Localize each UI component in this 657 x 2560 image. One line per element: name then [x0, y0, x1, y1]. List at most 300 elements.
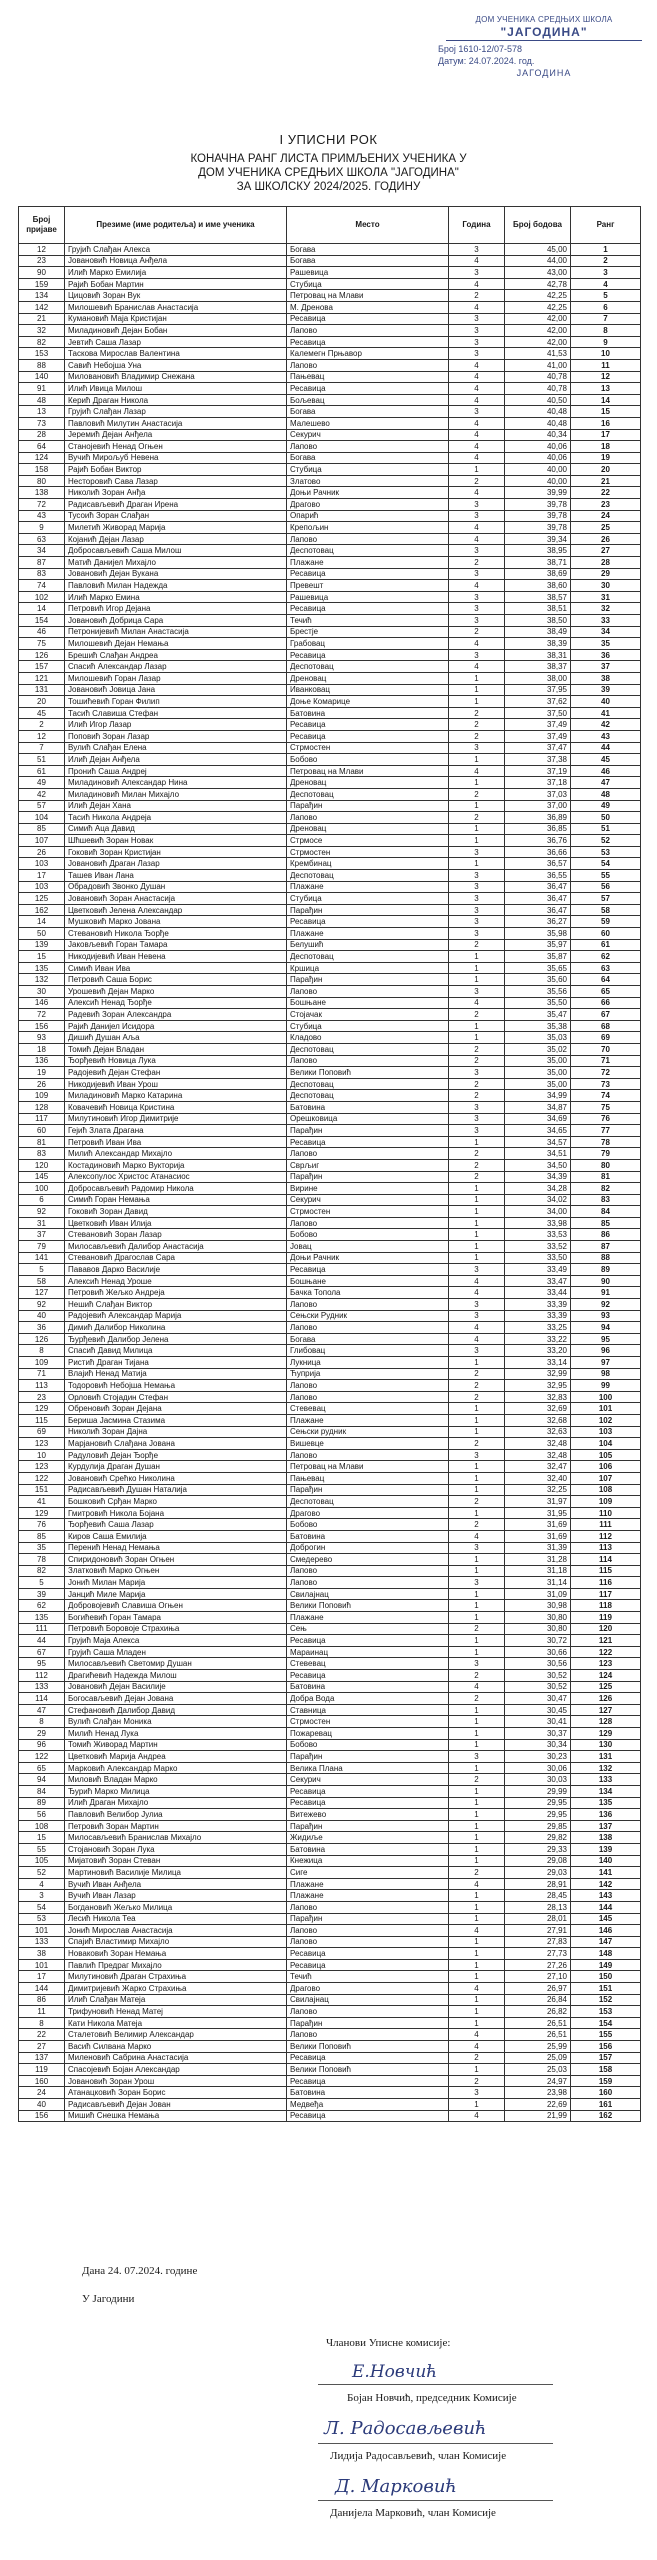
cell-application-number: 92: [19, 1299, 65, 1311]
cell-student-name: Радисављевић Драган Ирена: [65, 499, 287, 511]
cell-points: 33,39: [505, 1299, 571, 1311]
cell-year: 1: [449, 1890, 505, 1902]
cell-points: 38,57: [505, 591, 571, 603]
cell-rank: 59: [571, 916, 641, 928]
table-row: [19, 2017, 641, 2029]
cell-application-number: 104: [19, 812, 65, 824]
cell-place: Течић: [287, 1971, 449, 1983]
cell-application-number: 41: [19, 1496, 65, 1508]
cell-year: 1: [449, 2064, 505, 2076]
cell-student-name: Добровојевић Славиша Огњен: [65, 1600, 287, 1612]
cell-points: 35,00: [505, 1067, 571, 1079]
cell-place: Иванковац: [287, 684, 449, 696]
cell-application-number: 157: [19, 661, 65, 673]
cell-points: 31,97: [505, 1496, 571, 1508]
cell-year: 1: [449, 1959, 505, 1971]
cell-student-name: Петронијевић Милан Анастасија: [65, 626, 287, 638]
cell-place: Вишевце: [287, 1438, 449, 1450]
table-row: [19, 719, 641, 731]
school-year-title: ЗА ШКОЛСКУ 2024/2025. ГОДИНУ: [236, 181, 421, 193]
table-row: [19, 800, 641, 812]
cell-rank: 100: [571, 1391, 641, 1403]
cell-year: 1: [449, 1809, 505, 1821]
cell-student-name: Рајић Бобан Виктор: [65, 464, 287, 476]
col-header-year: Година: [449, 207, 505, 244]
cell-place: Ресавица: [287, 1959, 449, 1971]
cell-points: 32,68: [505, 1414, 571, 1426]
cell-rank: 43: [571, 730, 641, 742]
cell-rank: 126: [571, 1693, 641, 1705]
cell-year: 3: [449, 928, 505, 940]
table-row: [19, 1774, 641, 1786]
cell-points: 40,48: [505, 406, 571, 418]
cell-year: 2: [449, 939, 505, 951]
cell-rank: 61: [571, 939, 641, 951]
cell-application-number: 124: [19, 452, 65, 464]
cell-points: 37,95: [505, 684, 571, 696]
table-row: [19, 835, 641, 847]
cell-rank: 156: [571, 2041, 641, 2053]
cell-student-name: Јовановић Драган Лазар: [65, 858, 287, 870]
cell-rank: 153: [571, 2006, 641, 2018]
table-row: [19, 939, 641, 951]
cell-points: 33,25: [505, 1322, 571, 1334]
cell-year: 3: [449, 1299, 505, 1311]
cell-application-number: 3: [19, 1890, 65, 1902]
table-row: [19, 870, 641, 882]
cell-student-name: Таскова Мирослав Валентина: [65, 348, 287, 360]
cell-place: Деспотовац: [287, 1090, 449, 1102]
cell-year: 2: [449, 1496, 505, 1508]
cell-application-number: 5: [19, 1577, 65, 1589]
cell-student-name: Ташев Иван Лана: [65, 870, 287, 882]
cell-points: 38,37: [505, 661, 571, 673]
signature-line-1: [318, 2384, 553, 2385]
cell-place: Петровац на Млави: [287, 1461, 449, 1473]
cell-year: 1: [449, 1484, 505, 1496]
cell-student-name: Миладиновић Марко Катарина: [65, 1090, 287, 1102]
cell-rank: 4: [571, 278, 641, 290]
cell-student-name: Цицовић Зоран Вук: [65, 290, 287, 302]
cell-student-name: Јовановић Јовица Јана: [65, 684, 287, 696]
cell-points: 38,60: [505, 580, 571, 592]
cell-student-name: Димитријевић Жарко Страхиња: [65, 1983, 287, 1995]
cell-points: 30,52: [505, 1681, 571, 1693]
cell-rank: 1: [571, 244, 641, 256]
cell-points: 33,22: [505, 1333, 571, 1345]
cell-rank: 105: [571, 1449, 641, 1461]
cell-points: 41,00: [505, 359, 571, 371]
cell-points: 26,51: [505, 2029, 571, 2041]
cell-rank: 72: [571, 1067, 641, 1079]
cell-student-name: Радојевић Дејан Стефан: [65, 1067, 287, 1079]
cell-application-number: 83: [19, 568, 65, 580]
cell-rank: 87: [571, 1241, 641, 1253]
cell-rank: 80: [571, 1159, 641, 1171]
cell-application-number: 123: [19, 1438, 65, 1450]
cell-year: 1: [449, 1507, 505, 1519]
table-row: [19, 1241, 641, 1253]
cell-year: 3: [449, 1658, 505, 1670]
table-row: [19, 1055, 641, 1067]
cell-year: 1: [449, 1728, 505, 1740]
cell-year: 3: [449, 244, 505, 256]
cell-year: 3: [449, 742, 505, 754]
cell-place: Бобово: [287, 1739, 449, 1751]
cell-student-name: Савић Небојша Уна: [65, 359, 287, 371]
cell-place: Деспотовац: [287, 545, 449, 557]
cell-student-name: Мартиновић Василије Милица: [65, 1867, 287, 1879]
cell-student-name: Новаковић Зоран Немања: [65, 1948, 287, 1960]
cell-application-number: 26: [19, 1078, 65, 1090]
cell-student-name: Нешић Слађан Виктор: [65, 1299, 287, 1311]
cell-student-name: Перенић Ненад Немања: [65, 1542, 287, 1554]
cell-place: Глибовац: [287, 1345, 449, 1357]
cell-place: Стевевац: [287, 1403, 449, 1415]
cell-rank: 50: [571, 812, 641, 824]
cell-year: 2: [449, 1391, 505, 1403]
cell-student-name: Брешић Слађан Андреа: [65, 649, 287, 661]
stamp-date: Датум: 24.07.2024. год.: [438, 56, 535, 66]
cell-place: Лапово: [287, 1055, 449, 1067]
cell-place: Лапово: [287, 1322, 449, 1334]
cell-application-number: 69: [19, 1426, 65, 1438]
signature-line-3: [318, 2500, 553, 2501]
cell-place: Ставница: [287, 1704, 449, 1716]
cell-rank: 73: [571, 1078, 641, 1090]
cell-student-name: Спасић Александар Лазар: [65, 661, 287, 673]
cell-application-number: 40: [19, 1310, 65, 1322]
cell-application-number: 120: [19, 1159, 65, 1171]
cell-place: Петровац на Млави: [287, 290, 449, 302]
cell-place: М. Дренова: [287, 301, 449, 313]
cell-student-name: Јонић Милан Марија: [65, 1577, 287, 1589]
cell-student-name: Драгићевић Надежда Милош: [65, 1670, 287, 1682]
cell-year: 2: [449, 1171, 505, 1183]
cell-student-name: Богдановић Жељко Милица: [65, 1901, 287, 1913]
cell-application-number: 24: [19, 2087, 65, 2099]
cell-application-number: 126: [19, 649, 65, 661]
cell-year: 1: [449, 754, 505, 766]
cell-application-number: 50: [19, 928, 65, 940]
cell-year: 1: [449, 1472, 505, 1484]
cell-application-number: 22: [19, 2029, 65, 2041]
cell-student-name: Тодоровић Небојша Немања: [65, 1380, 287, 1392]
table-row: [19, 2029, 641, 2041]
cell-points: 35,02: [505, 1043, 571, 1055]
cell-year: 1: [449, 1020, 505, 1032]
table-row: [19, 997, 641, 1009]
cell-place: Лапово: [287, 1901, 449, 1913]
cell-points: 42,78: [505, 278, 571, 290]
cell-place: Плажане: [287, 1878, 449, 1890]
cell-points: 37,47: [505, 742, 571, 754]
cell-application-number: 94: [19, 1774, 65, 1786]
cell-year: 2: [449, 1159, 505, 1171]
cell-rank: 63: [571, 962, 641, 974]
cell-points: 29,33: [505, 1843, 571, 1855]
committee-label: Чланови Уписне комисије:: [326, 2337, 451, 2349]
cell-year: 2: [449, 1043, 505, 1055]
table-row: [19, 1287, 641, 1299]
cell-student-name: Тасић Никола Андреја: [65, 812, 287, 824]
cell-place: Ресавица: [287, 1136, 449, 1148]
cell-year: 1: [449, 1612, 505, 1624]
cell-points: 29,08: [505, 1855, 571, 1867]
cell-place: Батовина: [287, 2087, 449, 2099]
cell-student-name: Пававов Дарко Василије: [65, 1264, 287, 1276]
cell-year: 1: [449, 1704, 505, 1716]
cell-points: 29,95: [505, 1809, 571, 1821]
cell-year: 1: [449, 1762, 505, 1774]
cell-application-number: 73: [19, 417, 65, 429]
cell-year: 1: [449, 2099, 505, 2111]
cell-place: Драгово: [287, 499, 449, 511]
cell-year: 1: [449, 1843, 505, 1855]
cell-rank: 150: [571, 1971, 641, 1983]
cell-application-number: 56: [19, 1809, 65, 1821]
cell-year: 4: [449, 2041, 505, 2053]
cell-place: Стубица: [287, 1020, 449, 1032]
table-row: [19, 1496, 641, 1508]
cell-points: 40,00: [505, 464, 571, 476]
cell-place: Стубица: [287, 278, 449, 290]
cell-rank: 151: [571, 1983, 641, 1995]
cell-student-name: Лесић Никола Теа: [65, 1913, 287, 1925]
table-row: [19, 2064, 641, 2076]
table-row: [19, 1635, 641, 1647]
cell-place: Лапово: [287, 441, 449, 453]
cell-rank: 161: [571, 2099, 641, 2111]
cell-points: 29,99: [505, 1785, 571, 1797]
cell-application-number: 88: [19, 359, 65, 371]
cell-year: 2: [449, 557, 505, 569]
cell-student-name: Добросављевић Саша Милош: [65, 545, 287, 557]
cell-place: Плажане: [287, 1414, 449, 1426]
table-row: [19, 1507, 641, 1519]
table-row: [19, 487, 641, 499]
table-row: [19, 1959, 641, 1971]
table-row: [19, 1751, 641, 1763]
cell-student-name: Тошићевић Горан Филип: [65, 696, 287, 708]
cell-student-name: Павловић Милутин Анастасија: [65, 417, 287, 429]
table-row: [19, 1762, 641, 1774]
table-row: [19, 2087, 641, 2099]
cell-rank: 46: [571, 765, 641, 777]
table-row: [19, 1484, 641, 1496]
cell-rank: 48: [571, 788, 641, 800]
cell-place: Јовац: [287, 1241, 449, 1253]
cell-rank: 139: [571, 1843, 641, 1855]
cell-year: 3: [449, 267, 505, 279]
cell-place: Бољевац: [287, 394, 449, 406]
cell-year: 4: [449, 1322, 505, 1334]
cell-rank: 86: [571, 1229, 641, 1241]
cell-points: 30,37: [505, 1728, 571, 1740]
cell-points: 31,39: [505, 1542, 571, 1554]
cell-points: 33,39: [505, 1310, 571, 1322]
cell-application-number: 85: [19, 823, 65, 835]
cell-points: 33,52: [505, 1241, 571, 1253]
cell-application-number: 79: [19, 1241, 65, 1253]
table-row: [19, 1612, 641, 1624]
cell-rank: 12: [571, 371, 641, 383]
cell-student-name: Миладиновић Александар Нина: [65, 777, 287, 789]
cell-place: Лукница: [287, 1357, 449, 1369]
cell-rank: 122: [571, 1646, 641, 1658]
cell-application-number: 78: [19, 1554, 65, 1566]
cell-year: 3: [449, 603, 505, 615]
cell-year: 1: [449, 1206, 505, 1218]
cell-rank: 76: [571, 1113, 641, 1125]
cell-points: 32,48: [505, 1449, 571, 1461]
cell-points: 36,76: [505, 835, 571, 847]
cell-student-name: Вучић Мирољуб Невена: [65, 452, 287, 464]
cell-points: 25,99: [505, 2041, 571, 2053]
cell-year: 4: [449, 301, 505, 313]
cell-rank: 6: [571, 301, 641, 313]
cell-place: Лапово: [287, 1925, 449, 1937]
table-row: [19, 244, 641, 256]
table-row: [19, 1832, 641, 1844]
table-row: [19, 823, 641, 835]
cell-place: Плажане: [287, 1890, 449, 1902]
cell-rank: 23: [571, 499, 641, 511]
registry-stamp: [438, 14, 650, 110]
cell-place: Секурич: [287, 1774, 449, 1786]
cell-year: 1: [449, 1948, 505, 1960]
cell-rank: 132: [571, 1762, 641, 1774]
cell-application-number: 11: [19, 2006, 65, 2018]
cell-rank: 99: [571, 1380, 641, 1392]
member-name-3: Данијела Марковић, члан Комисије: [330, 2507, 496, 2519]
table-row: [19, 893, 641, 905]
cell-application-number: 76: [19, 1519, 65, 1531]
cell-application-number: 2: [19, 719, 65, 731]
cell-rank: 54: [571, 858, 641, 870]
table-row: [19, 1901, 641, 1913]
cell-rank: 11: [571, 359, 641, 371]
cell-rank: 25: [571, 522, 641, 534]
cell-application-number: 12: [19, 244, 65, 256]
cell-student-name: Поповић Зоран Лазар: [65, 730, 287, 742]
cell-year: 3: [449, 1542, 505, 1554]
cell-application-number: 113: [19, 1380, 65, 1392]
cell-student-name: Сталетовић Велимир Александар: [65, 2029, 287, 2041]
cell-rank: 52: [571, 835, 641, 847]
cell-points: 40,78: [505, 371, 571, 383]
table-row: [19, 1739, 641, 1751]
table-row: [19, 1438, 641, 1450]
cell-points: 27,73: [505, 1948, 571, 1960]
cell-rank: 85: [571, 1217, 641, 1229]
table-row: [19, 754, 641, 766]
cell-points: 33,53: [505, 1229, 571, 1241]
cell-year: 2: [449, 1438, 505, 1450]
cell-place: Ресавица: [287, 730, 449, 742]
institution-title: ДОМ УЧЕНИКА СРЕДЊИХ ШКОЛА "ЈАГОДИНА": [198, 167, 459, 179]
cell-rank: 133: [571, 1774, 641, 1786]
cell-year: 3: [449, 904, 505, 916]
cell-rank: 19: [571, 452, 641, 464]
table-row: [19, 1785, 641, 1797]
table-row: [19, 1368, 641, 1380]
cell-year: 1: [449, 1252, 505, 1264]
table-row: [19, 359, 641, 371]
cell-year: 3: [449, 499, 505, 511]
cell-student-name: Милутиновић Игор Димитрије: [65, 1113, 287, 1125]
cell-year: 4: [449, 1333, 505, 1345]
table-row: [19, 1171, 641, 1183]
cell-place: Велики Поповић: [287, 2064, 449, 2076]
cell-student-name: Илић Драган Михајло: [65, 1797, 287, 1809]
cell-rank: 109: [571, 1496, 641, 1508]
cell-place: Лапово: [287, 1380, 449, 1392]
cell-student-name: Цветковић Јелена Александар: [65, 904, 287, 916]
cell-year: 4: [449, 997, 505, 1009]
cell-application-number: 32: [19, 325, 65, 337]
cell-student-name: Петровић Иван Ива: [65, 1136, 287, 1148]
cell-student-name: Никодијевић Иван Урош: [65, 1078, 287, 1090]
table-row: [19, 348, 641, 360]
cell-student-name: Мушковић Марко Јована: [65, 916, 287, 928]
cell-year: 2: [449, 1090, 505, 1102]
cell-year: 1: [449, 1194, 505, 1206]
cell-points: 29,82: [505, 1832, 571, 1844]
table-row: [19, 812, 641, 824]
cell-place: Ресавица: [287, 1948, 449, 1960]
cell-year: 3: [449, 870, 505, 882]
cell-year: 4: [449, 394, 505, 406]
cell-year: 1: [449, 858, 505, 870]
cell-student-name: Милошевић Горан Лазар: [65, 672, 287, 684]
table-row: [19, 417, 641, 429]
cell-points: 34,99: [505, 1090, 571, 1102]
cell-student-name: Добросављевић Радомир Никола: [65, 1183, 287, 1195]
cell-points: 40,50: [505, 394, 571, 406]
cell-rank: 106: [571, 1461, 641, 1473]
cell-application-number: 64: [19, 441, 65, 453]
cell-rank: 90: [571, 1275, 641, 1287]
table-row: [19, 1623, 641, 1635]
cell-rank: 88: [571, 1252, 641, 1264]
cell-student-name: Радисављевић Дејан Јован: [65, 2099, 287, 2111]
cell-application-number: 89: [19, 1797, 65, 1809]
cell-place: Крембинац: [287, 858, 449, 870]
cell-year: 1: [449, 2006, 505, 2018]
table-row: [19, 951, 641, 963]
cell-student-name: Јеремић Дејан Анђела: [65, 429, 287, 441]
table-row: [19, 1136, 641, 1148]
cell-student-name: Атанацковић Зоран Борис: [65, 2087, 287, 2099]
cell-place: Течић: [287, 615, 449, 627]
cell-application-number: 65: [19, 1762, 65, 1774]
cell-rank: 110: [571, 1507, 641, 1519]
table-row: [19, 1948, 641, 1960]
cell-year: 4: [449, 417, 505, 429]
cell-rank: 98: [571, 1368, 641, 1380]
cell-application-number: 9: [19, 522, 65, 534]
cell-year: 4: [449, 278, 505, 290]
cell-student-name: Милосављевић Далибор Анастасија: [65, 1241, 287, 1253]
cell-place: Парађин: [287, 1913, 449, 1925]
cell-points: 30,41: [505, 1716, 571, 1728]
cell-rank: 38: [571, 672, 641, 684]
cell-rank: 2: [571, 255, 641, 267]
cell-rank: 77: [571, 1125, 641, 1137]
cell-application-number: 8: [19, 1345, 65, 1357]
cell-points: 37,49: [505, 730, 571, 742]
